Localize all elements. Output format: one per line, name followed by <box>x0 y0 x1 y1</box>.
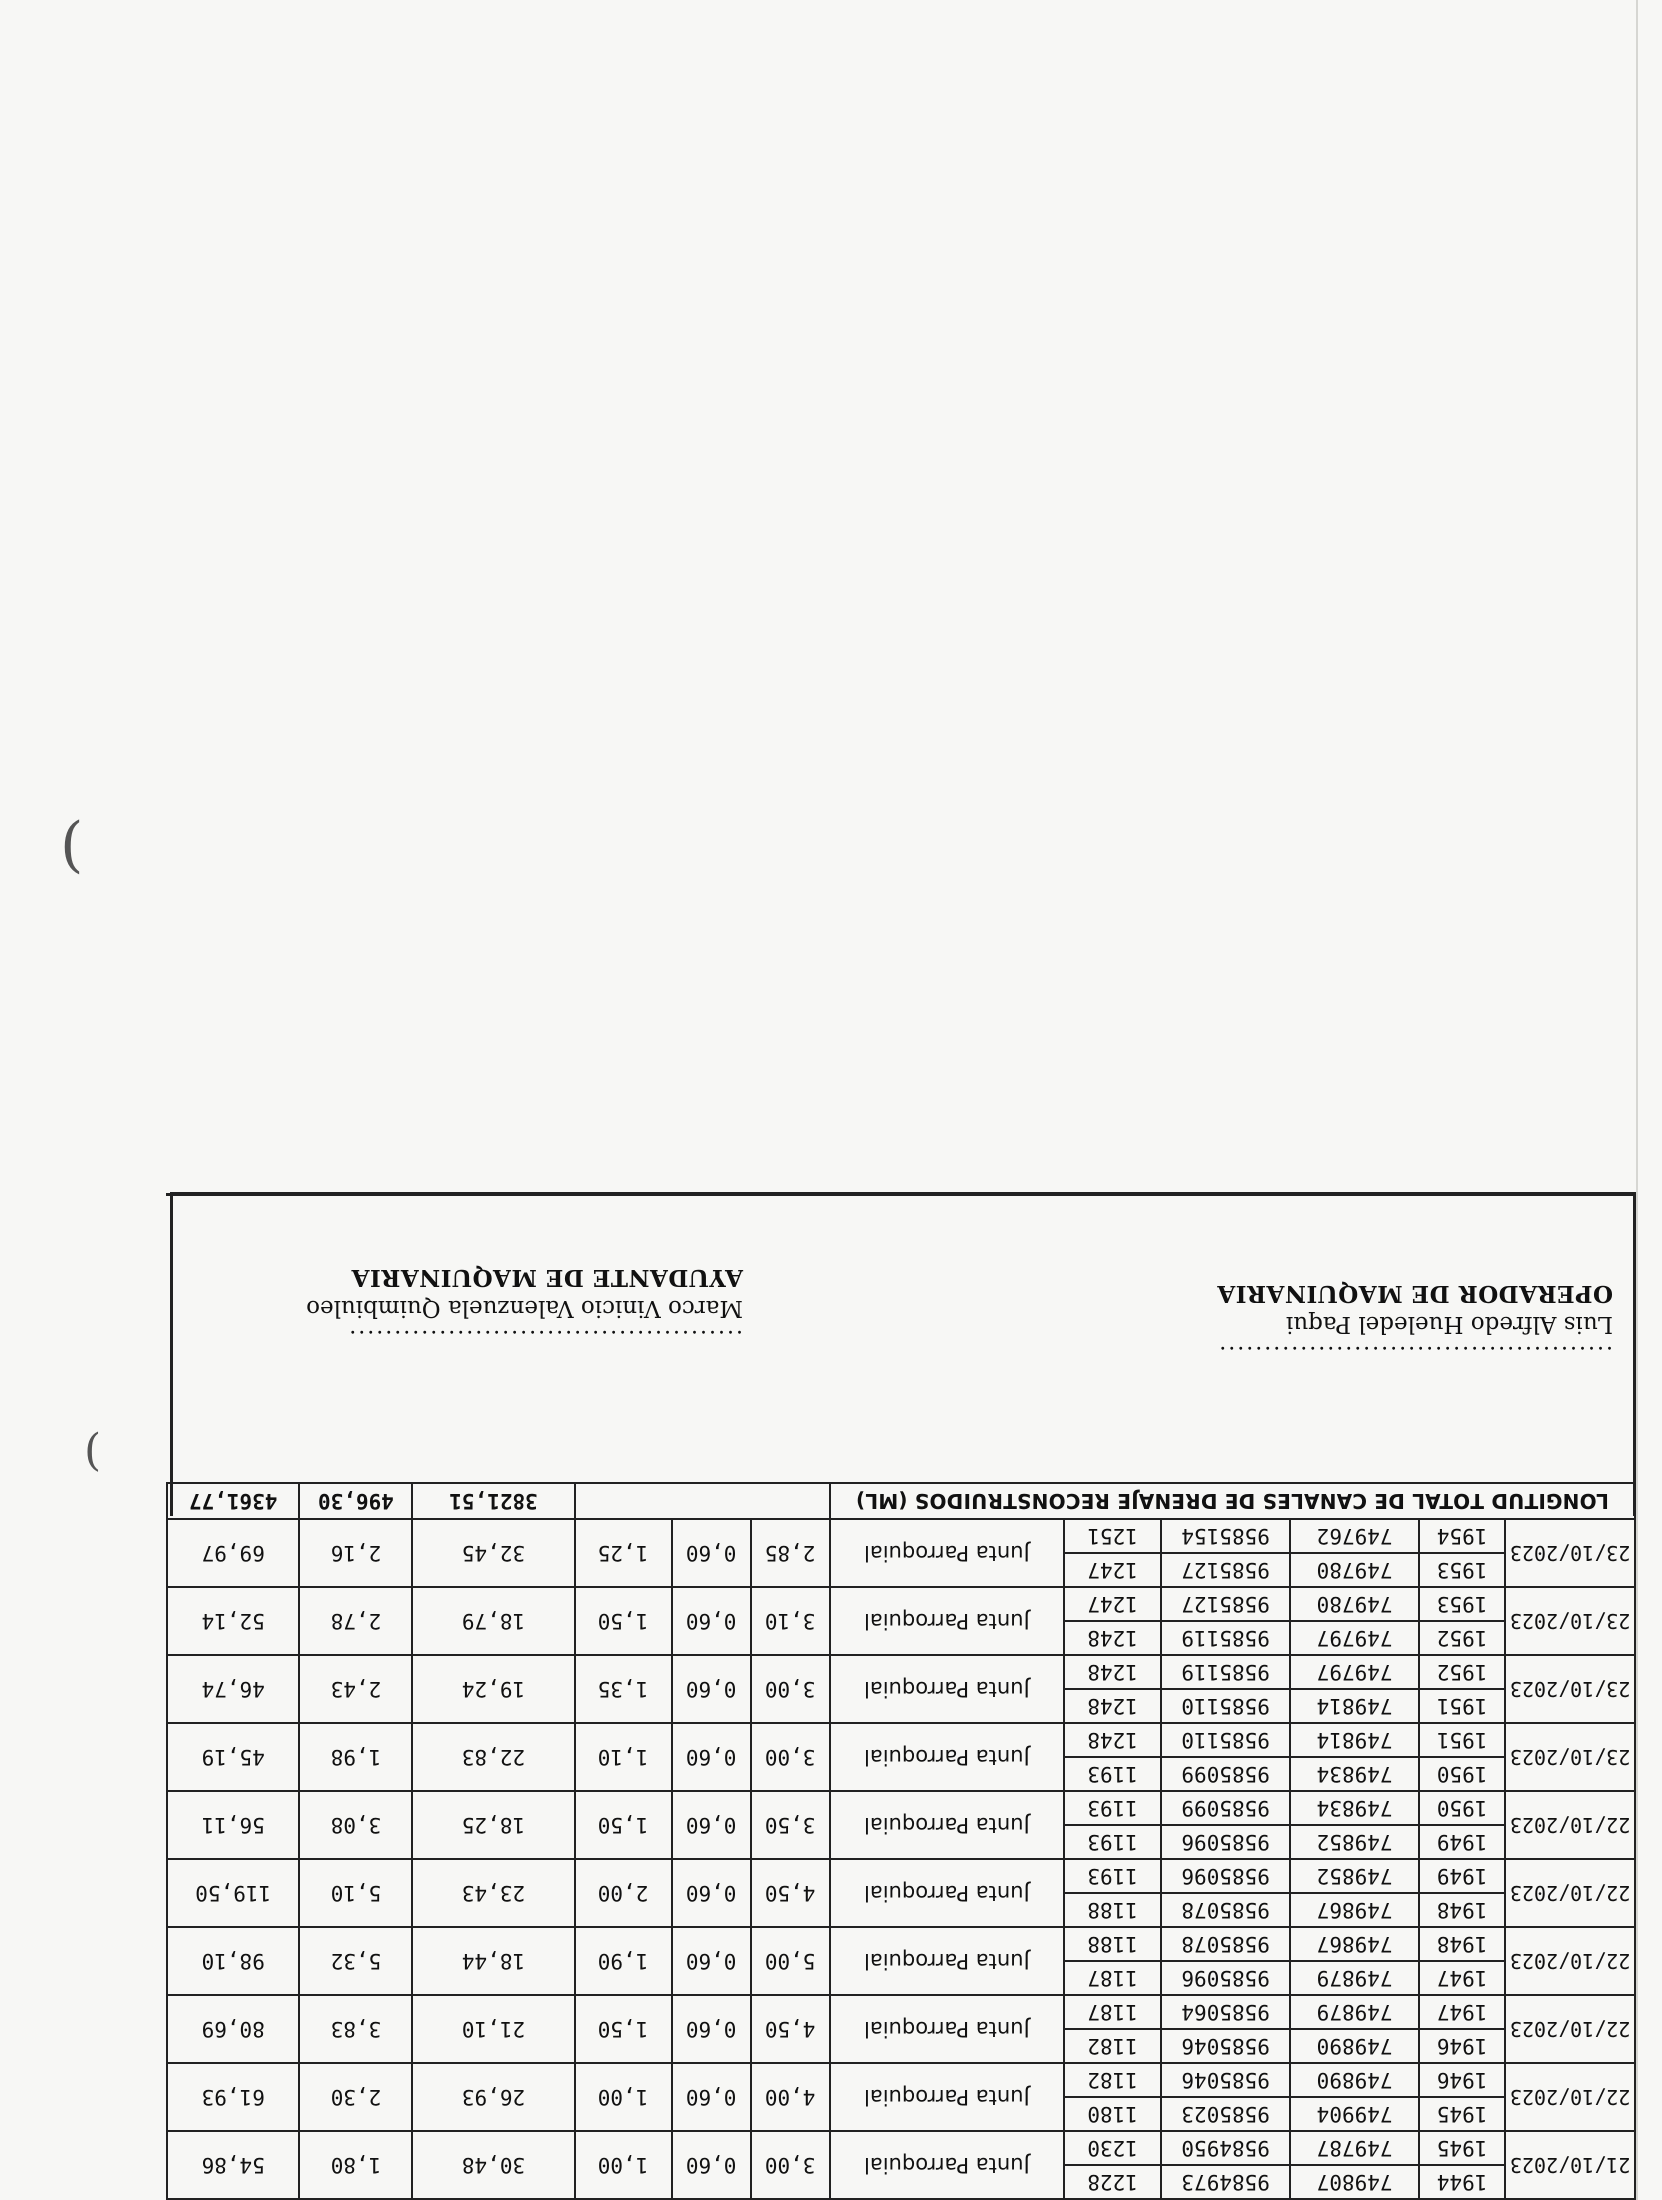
point-y-cell: 9584973 <box>1161 2165 1290 2199</box>
institution-cell: Junta Parroquial <box>830 1587 1064 1655</box>
point-x-cell: 749852 <box>1290 1859 1419 1893</box>
signature-line: ............................................ <box>347 1325 743 1350</box>
value-v2-cell: 0,60 <box>672 2131 751 2199</box>
point-x-cell: 749787 <box>1290 2131 1419 2165</box>
point-z-cell: 1193 <box>1064 1791 1161 1825</box>
point-y-cell: 9585110 <box>1161 1723 1290 1757</box>
table-row <box>167 2097 1635 2131</box>
total-v4-cell: 3821,51 <box>412 1483 574 1519</box>
value-v4-cell: 18,79 <box>412 1587 574 1655</box>
institution-cell: Junta Parroquial <box>830 2131 1064 2199</box>
value-v6-cell: 52,14 <box>167 1587 299 1655</box>
point-id-cell: 1946 <box>1419 2029 1505 2063</box>
value-v2-cell: 0,60 <box>672 1927 751 1995</box>
value-v2-cell: 0,60 <box>672 1655 751 1723</box>
value-v3-cell: 1,00 <box>575 2063 672 2131</box>
assistant-name: Marco Vinicio Valenzuela Quimbiuleo <box>306 1295 743 1321</box>
point-id-cell: 1950 <box>1419 1757 1505 1791</box>
point-z-cell: 1247 <box>1064 1553 1161 1587</box>
date-cell: 22/10/2023 <box>1505 1927 1635 1995</box>
value-v4-cell: 32,45 <box>412 1519 574 1587</box>
value-v2-cell: 0,60 <box>672 1587 751 1655</box>
signature-box <box>170 1192 1636 1516</box>
table-row <box>167 2029 1635 2063</box>
value-v2-cell: 0,60 <box>672 1519 751 1587</box>
point-y-cell: 9585099 <box>1161 1757 1290 1791</box>
point-id-cell: 1951 <box>1419 1689 1505 1723</box>
signature-operator <box>1217 1280 1613 1366</box>
point-y-cell: 9585096 <box>1161 1825 1290 1859</box>
value-v5-cell: 2,43 <box>299 1655 412 1723</box>
point-z-cell: 1193 <box>1064 1859 1161 1893</box>
value-v1-cell: 3,10 <box>751 1587 830 1655</box>
value-v3-cell: 1,00 <box>575 2131 672 2199</box>
table-row <box>167 1825 1635 1859</box>
value-v5-cell: 2,16 <box>299 1519 412 1587</box>
pen-mark: ( <box>84 1425 102 1476</box>
point-y-cell: 9585078 <box>1161 1893 1290 1927</box>
point-id-cell: 1954 <box>1419 1519 1505 1553</box>
point-z-cell: 1180 <box>1064 2097 1161 2131</box>
value-v1-cell: 3,00 <box>751 2131 830 2199</box>
point-y-cell: 9585119 <box>1161 1655 1290 1689</box>
point-x-cell: 749834 <box>1290 1757 1419 1791</box>
value-v3-cell: 1,50 <box>575 1791 672 1859</box>
value-v3-cell: 1,50 <box>575 1587 672 1655</box>
value-v1-cell: 4,00 <box>751 2063 830 2131</box>
value-v3-cell: 2,00 <box>575 1859 672 1927</box>
value-v5-cell: 5,32 <box>299 1927 412 1995</box>
value-v5-cell: 2,78 <box>299 1587 412 1655</box>
point-x-cell: 749807 <box>1290 2165 1419 2199</box>
point-y-cell: 9585046 <box>1161 2063 1290 2097</box>
value-v1-cell: 3,00 <box>751 1655 830 1723</box>
point-id-cell: 1948 <box>1419 1927 1505 1961</box>
point-y-cell: 9585078 <box>1161 1927 1290 1961</box>
value-v4-cell: 26,93 <box>412 2063 574 2131</box>
value-v2-cell: 0,60 <box>672 1791 751 1859</box>
value-v2-cell: 0,60 <box>672 1995 751 2063</box>
value-v6-cell: 45,19 <box>167 1723 299 1791</box>
total-v6-cell: 4361,77 <box>167 1483 299 1519</box>
point-y-cell: 9585023 <box>1161 2097 1290 2131</box>
point-y-cell: 9585064 <box>1161 1995 1290 2029</box>
point-y-cell: 9585127 <box>1161 1553 1290 1587</box>
value-v6-cell: 98,10 <box>167 1927 299 1995</box>
point-id-cell: 1949 <box>1419 1825 1505 1859</box>
value-v6-cell: 69,97 <box>167 1519 299 1587</box>
value-v4-cell: 18,44 <box>412 1927 574 1995</box>
value-v6-cell: 80,69 <box>167 1995 299 2063</box>
value-v2-cell: 0,60 <box>672 1723 751 1791</box>
point-z-cell: 1248 <box>1064 1723 1161 1757</box>
point-id-cell: 1951 <box>1419 1723 1505 1757</box>
point-z-cell: 1187 <box>1064 1995 1161 2029</box>
drainage-table <box>166 1482 1636 2200</box>
value-v5-cell: 3,83 <box>299 1995 412 2063</box>
point-z-cell: 1188 <box>1064 1893 1161 1927</box>
value-v1-cell: 2,85 <box>751 1519 830 1587</box>
value-v2-cell: 0,60 <box>672 1859 751 1927</box>
table-row <box>167 1689 1635 1723</box>
point-x-cell: 749852 <box>1290 1825 1419 1859</box>
value-v4-cell: 18,25 <box>412 1791 574 1859</box>
point-x-cell: 749879 <box>1290 1961 1419 1995</box>
point-x-cell: 749780 <box>1290 1553 1419 1587</box>
date-cell: 22/10/2023 <box>1505 1859 1635 1927</box>
point-x-cell: 749834 <box>1290 1791 1419 1825</box>
operator-name: Luis Alfredo Hueledel Paqui <box>1285 1311 1613 1337</box>
point-z-cell: 1182 <box>1064 2029 1161 2063</box>
point-z-cell: 1193 <box>1064 1757 1161 1791</box>
point-id-cell: 1947 <box>1419 1995 1505 2029</box>
point-x-cell: 749890 <box>1290 2029 1419 2063</box>
table-row <box>167 1553 1635 1587</box>
point-id-cell: 1945 <box>1419 2131 1505 2165</box>
value-v6-cell: 54,86 <box>167 2131 299 2199</box>
point-x-cell: 749904 <box>1290 2097 1419 2131</box>
table-row <box>167 1757 1635 1791</box>
operator-role: OPERADOR DE MAQUINARIA <box>1216 1280 1613 1307</box>
table-body <box>167 1483 1635 2199</box>
value-v4-cell: 21,10 <box>412 1995 574 2063</box>
value-v1-cell: 5,00 <box>751 1927 830 1995</box>
value-v3-cell: 1,25 <box>575 1519 672 1587</box>
point-y-cell: 9585154 <box>1161 1519 1290 1553</box>
point-z-cell: 1228 <box>1064 2165 1161 2199</box>
value-v6-cell: 46,74 <box>167 1655 299 1723</box>
institution-cell: Junta Parroquial <box>830 1859 1064 1927</box>
point-z-cell: 1187 <box>1064 1961 1161 1995</box>
value-v5-cell: 1,98 <box>299 1723 412 1791</box>
table-row <box>167 1621 1635 1655</box>
institution-cell: Junta Parroquial <box>830 1519 1064 1587</box>
value-v3-cell: 1,10 <box>575 1723 672 1791</box>
point-x-cell: 749879 <box>1290 1995 1419 2029</box>
point-y-cell: 9585099 <box>1161 1791 1290 1825</box>
value-v2-cell: 0,60 <box>672 2063 751 2131</box>
value-v4-cell: 22,83 <box>412 1723 574 1791</box>
point-x-cell: 749814 <box>1290 1689 1419 1723</box>
institution-cell: Junta Parroquial <box>830 1723 1064 1791</box>
point-x-cell: 749867 <box>1290 1893 1419 1927</box>
assistant-role: AYUDANTE DE MAQUINARIA <box>351 1264 743 1291</box>
point-id-cell: 1948 <box>1419 1893 1505 1927</box>
point-x-cell: 749814 <box>1290 1723 1419 1757</box>
point-y-cell: 9584950 <box>1161 2131 1290 2165</box>
point-z-cell: 1188 <box>1064 1927 1161 1961</box>
value-v5-cell: 2,30 <box>299 2063 412 2131</box>
total-v5-cell: 496,30 <box>299 1483 412 1519</box>
signature-line: ............................................ <box>1217 1341 1613 1366</box>
point-z-cell: 1247 <box>1064 1587 1161 1621</box>
date-cell: 21/10/2023 <box>1505 2131 1635 2199</box>
value-v3-cell: 1,35 <box>575 1655 672 1723</box>
value-v4-cell: 19,24 <box>412 1655 574 1723</box>
total-label: LONGITUD TOTAL DE CANALES DE DRENAJE RECONSTRUIDOS (ML) <box>830 1483 1635 1519</box>
institution-cell: Junta Parroquial <box>830 1791 1064 1859</box>
value-v5-cell: 5,10 <box>299 1859 412 1927</box>
value-v5-cell: 3,08 <box>299 1791 412 1859</box>
point-id-cell: 1949 <box>1419 1859 1505 1893</box>
point-id-cell: 1950 <box>1419 1791 1505 1825</box>
date-cell: 22/10/2023 <box>1505 1791 1635 1859</box>
point-x-cell: 749762 <box>1290 1519 1419 1553</box>
point-x-cell: 749890 <box>1290 2063 1419 2097</box>
point-y-cell: 9585096 <box>1161 1961 1290 1995</box>
point-id-cell: 1944 <box>1419 2165 1505 2199</box>
pen-mark: ( <box>60 810 84 880</box>
point-y-cell: 9585127 <box>1161 1587 1290 1621</box>
point-id-cell: 1953 <box>1419 1553 1505 1587</box>
institution-cell: Junta Parroquial <box>830 1927 1064 1995</box>
value-v1-cell: 4,50 <box>751 1859 830 1927</box>
value-v5-cell: 1,80 <box>299 2131 412 2199</box>
point-x-cell: 749797 <box>1290 1621 1419 1655</box>
date-cell: 23/10/2023 <box>1505 1655 1635 1723</box>
point-y-cell: 9585119 <box>1161 1621 1290 1655</box>
value-v6-cell: 56,11 <box>167 1791 299 1859</box>
point-z-cell: 1248 <box>1064 1655 1161 1689</box>
institution-cell: Junta Parroquial <box>830 2063 1064 2131</box>
value-v4-cell: 23,43 <box>412 1859 574 1927</box>
value-v3-cell: 1,50 <box>575 1995 672 2063</box>
value-v1-cell: 3,00 <box>751 1723 830 1791</box>
point-id-cell: 1952 <box>1419 1655 1505 1689</box>
table-row <box>167 1893 1635 1927</box>
date-cell: 22/10/2023 <box>1505 1995 1635 2063</box>
value-v1-cell: 4,50 <box>751 1995 830 2063</box>
value-v3-cell: 1,90 <box>575 1927 672 1995</box>
point-id-cell: 1952 <box>1419 1621 1505 1655</box>
point-z-cell: 1193 <box>1064 1825 1161 1859</box>
point-z-cell: 1182 <box>1064 2063 1161 2097</box>
point-x-cell: 749867 <box>1290 1927 1419 1961</box>
point-id-cell: 1946 <box>1419 2063 1505 2097</box>
institution-cell: Junta Parroquial <box>830 1655 1064 1723</box>
point-y-cell: 9585046 <box>1161 2029 1290 2063</box>
point-z-cell: 1248 <box>1064 1621 1161 1655</box>
value-v6-cell: 119,50 <box>167 1859 299 1927</box>
point-id-cell: 1945 <box>1419 2097 1505 2131</box>
value-v6-cell: 61,93 <box>167 2063 299 2131</box>
point-id-cell: 1947 <box>1419 1961 1505 1995</box>
value-v1-cell: 3,50 <box>751 1791 830 1859</box>
point-z-cell: 1248 <box>1064 1689 1161 1723</box>
institution-cell: Junta Parroquial <box>830 1995 1064 2063</box>
table-row <box>167 1961 1635 1995</box>
point-id-cell: 1953 <box>1419 1587 1505 1621</box>
signature-assistant <box>306 1264 743 1350</box>
signature-box-top-border <box>166 1193 1636 1196</box>
date-cell: 23/10/2023 <box>1505 1723 1635 1791</box>
table-row <box>167 2165 1635 2199</box>
point-x-cell: 749797 <box>1290 1655 1419 1689</box>
date-cell: 23/10/2023 <box>1505 1587 1635 1655</box>
point-y-cell: 9585096 <box>1161 1859 1290 1893</box>
value-v4-cell: 30,48 <box>412 2131 574 2199</box>
point-y-cell: 9585110 <box>1161 1689 1290 1723</box>
point-x-cell: 749780 <box>1290 1587 1419 1621</box>
point-z-cell: 1251 <box>1064 1519 1161 1553</box>
date-cell: 22/10/2023 <box>1505 2063 1635 2131</box>
date-cell: 23/10/2023 <box>1505 1519 1635 1587</box>
point-z-cell: 1230 <box>1064 2131 1161 2165</box>
document-sheet <box>166 1180 1636 2200</box>
